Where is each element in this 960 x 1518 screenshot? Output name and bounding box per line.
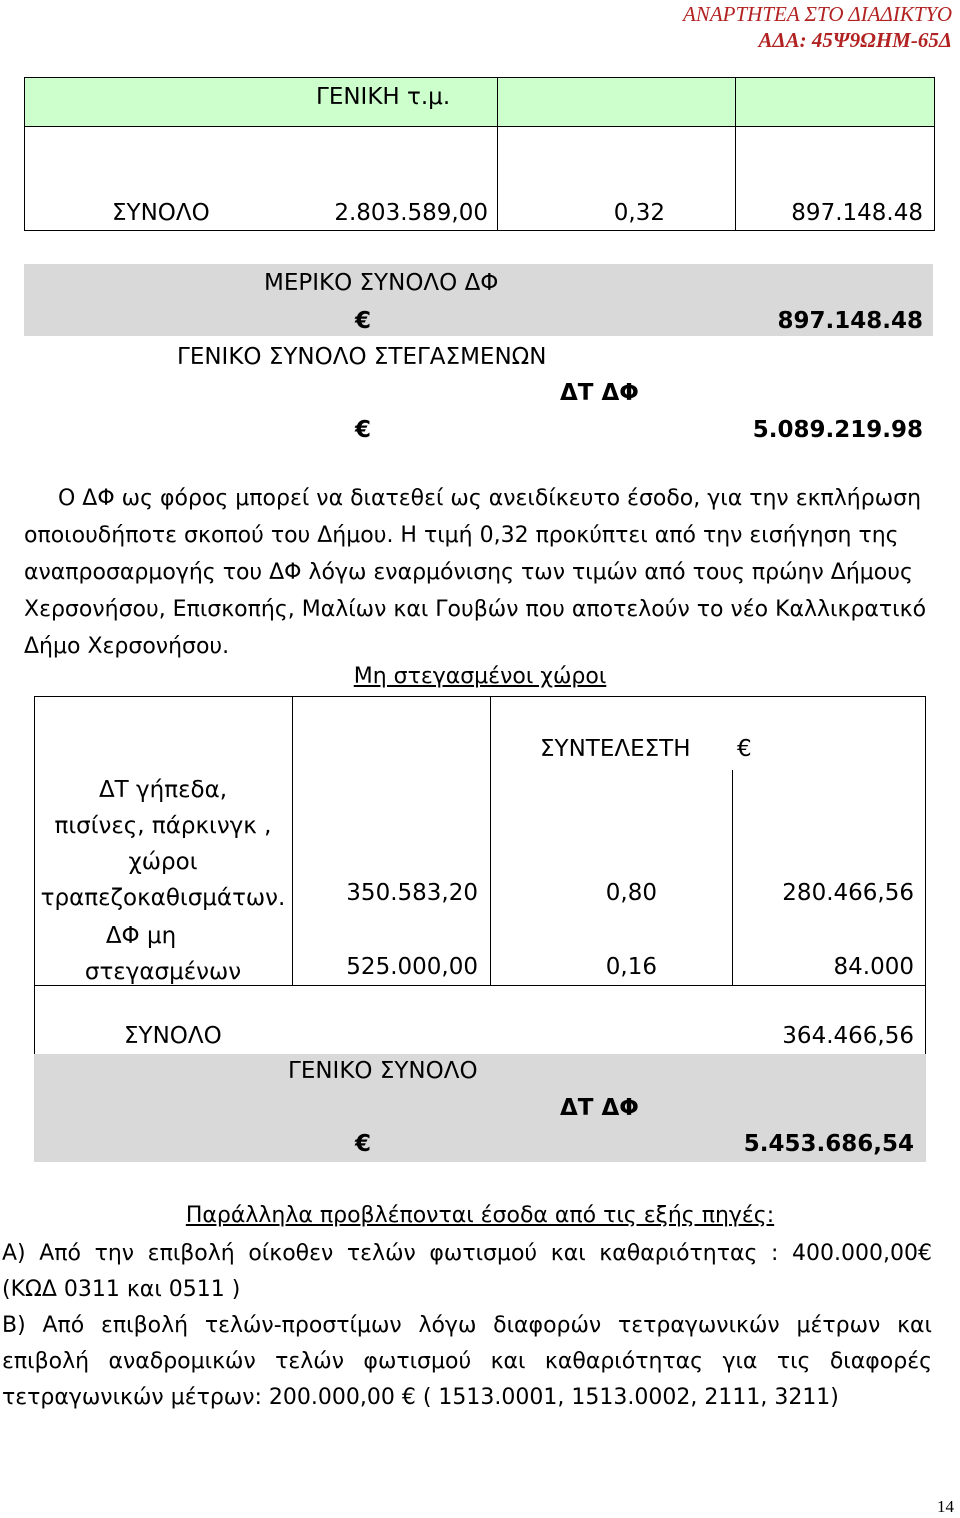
paragraph-line: Δήμο Χερσονήσου. <box>24 634 230 659</box>
header-rate: ΣΥΝΤΕΛΕΣΤΗ <box>540 736 691 762</box>
paragraph-line: οποιουδήποτε σκοπού του Δήμου. Η τιμή 0,32 προκύπτει από την εισήγηση της <box>24 523 899 548</box>
explanation-paragraph <box>24 480 936 665</box>
header-line-1: ΑΝΑΡΤΗΤΕΑ ΣΤΟ ΔΙΑΔΙΚΤΥΟ <box>683 2 952 26</box>
section-title: Μη στεγασμένοι χώροι <box>353 664 607 689</box>
grand-covered-value: 5.089.219.98 <box>752 417 923 443</box>
page-number: 14 <box>937 1497 954 1516</box>
subtotal-label: ΜΕΡΙΚΟ ΣΥΝΟΛΟ ΔΦ <box>264 270 499 296</box>
green-row <box>24 77 935 127</box>
revenue-list <box>2 1236 932 1416</box>
euro-icon: € <box>355 417 372 443</box>
row2-label-line: ΔΦ μη <box>105 923 177 949</box>
row1-label <box>36 772 290 916</box>
paragraph-line: Ο ΔΦ ως φόρος μπορεί να διατεθεί ως ανειδίκευτο έσοδο, για την εκπλήρωση <box>58 486 922 511</box>
row2-label <box>36 918 290 990</box>
row1-label-line: χώροι <box>128 849 198 875</box>
table2-total-label: ΣΥΝΟΛΟ <box>124 1023 222 1049</box>
euro-icon: € <box>737 736 752 762</box>
row1-rate: 0,80 <box>605 880 657 906</box>
total-amount: 897.148.48 <box>791 200 923 226</box>
row2-label-line: στεγασμένων <box>84 959 242 985</box>
row1-label-line: πισίνες, πάρκινγκ , <box>54 813 272 839</box>
header-ada-code: ΑΔΑ: 45Ψ9ΩΗΜ-65Δ <box>758 28 952 52</box>
grand-total-value: 5.453.686,54 <box>743 1131 914 1157</box>
total-rate: 0,32 <box>613 200 665 226</box>
grand-covered-sub: ΔΤ ΔΦ <box>560 380 639 406</box>
revenue-line: Β) Από επιβολή τελών-προστίμων λόγω διαφορών τετραγωνικών μέτρων και <box>2 1313 932 1338</box>
revenue-line: Α) Από την επιβολή οίκοθεν τελών φωτισμού και καθαριότητας : 400.000,00€ <box>2 1241 932 1266</box>
revenue-line: τετραγωνικών μέτρων: 200.000,00 € ( 1513.0001, 1513.0002, 2111, 3211) <box>2 1385 839 1410</box>
euro-icon: € <box>355 308 372 334</box>
paragraph-line: Χερσονήσου, Επισκοπής, Μαλίων και Γουβών που αποτελούν το νέο Καλλικρατικό <box>24 597 927 622</box>
table2-total-value: 364.466,56 <box>782 1023 914 1049</box>
row2-area: 525.000,00 <box>346 954 478 980</box>
general-sqm-label: ΓΕΝΙΚΗ τ.μ. <box>316 84 451 110</box>
revenue-title: Παράλληλα προβλέπονται έσοδα από τις εξής πηγές: <box>185 1203 775 1228</box>
revenue-line: (ΚΩΔ 0311 και 0511 ) <box>2 1277 241 1302</box>
grand-total-label: ΓΕΝΙΚΟ ΣΥΝΟΛΟ <box>288 1058 478 1084</box>
total-area: 2.803.589,00 <box>334 200 488 226</box>
subtotal-value: 897.148.48 <box>777 308 923 334</box>
total-label: ΣΥΝΟΛΟ <box>112 200 210 226</box>
row1-amount: 280.466,56 <box>782 880 914 906</box>
row1-area: 350.583,20 <box>346 880 478 906</box>
row1-label-line: ΔΤ γήπεδα, <box>98 777 228 803</box>
row2-amount: 84.000 <box>833 954 914 980</box>
revenue-line: επιβολή αναδρομικών τελών φωτισμού και καθαριότητας για τις διαφορές <box>2 1349 932 1374</box>
grand-covered-label: ΓΕΝΙΚΟ ΣΥΝΟΛΟ ΣΤΕΓΑΣΜΕΝΩΝ <box>177 344 547 370</box>
euro-icon: € <box>355 1131 372 1157</box>
row1-label-line: τραπεζοκαθισμάτων. <box>40 885 286 911</box>
paragraph-line: αναπροσαρμογής του ΔΦ λόγω εναρμόνισης των τιμών από τους πρώην Δήμους <box>24 560 913 585</box>
row2-rate: 0,16 <box>605 954 657 980</box>
grand-total-sub: ΔΤ ΔΦ <box>560 1095 639 1121</box>
